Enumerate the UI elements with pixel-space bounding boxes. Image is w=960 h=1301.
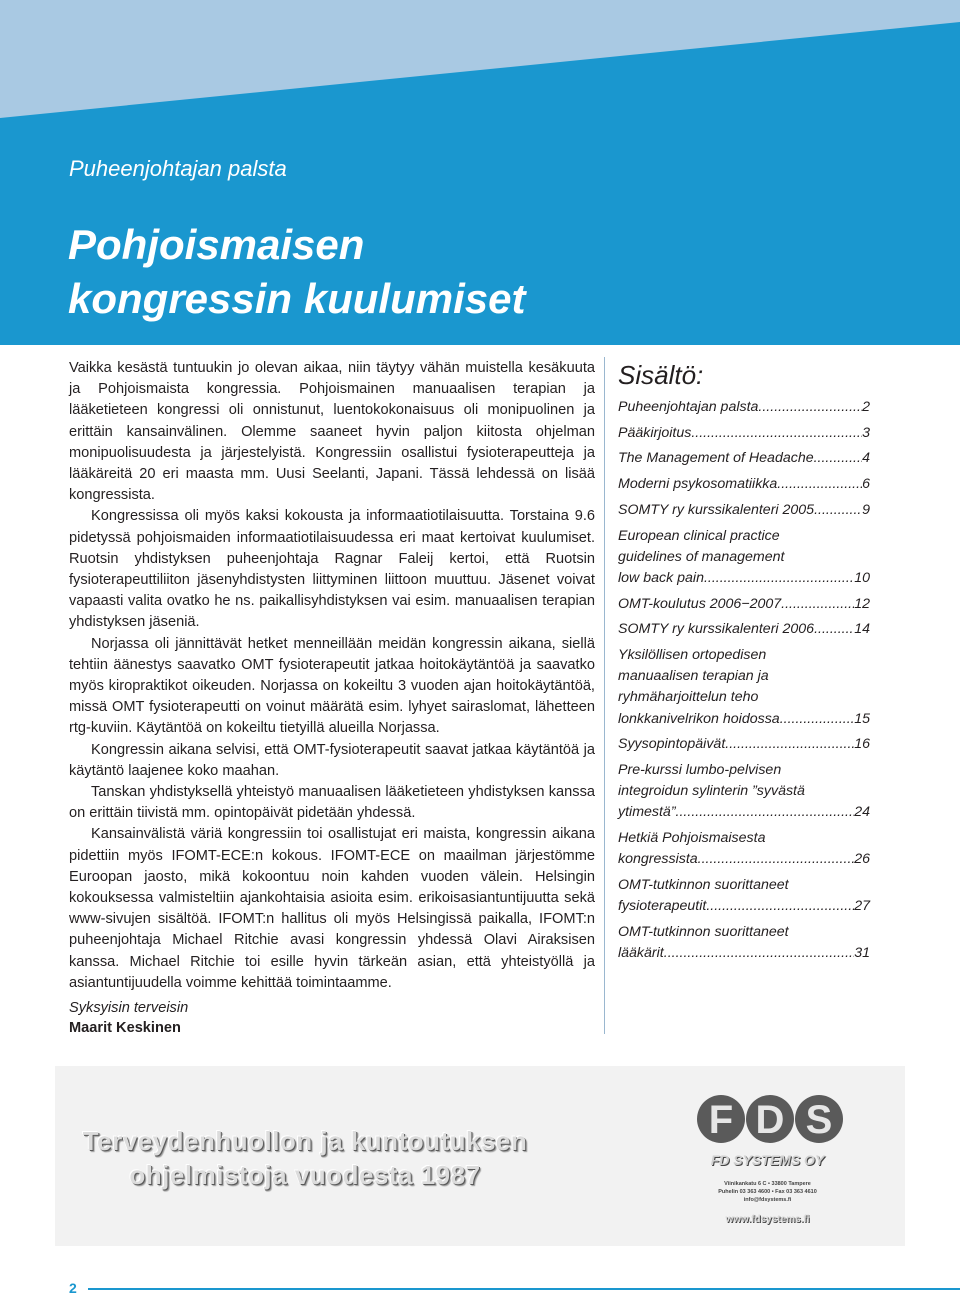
- toc-item-title: SOMTY ry kurssikalenteri 2006: [618, 621, 815, 638]
- toc-page-number: 2: [862, 399, 870, 415]
- toc-item: [618, 760, 870, 824]
- toc-page-number: 10: [854, 569, 870, 586]
- toc-item-entry: [618, 734, 870, 755]
- toc-leader-dots: [758, 397, 862, 418]
- toc-item-line: integroidun sylinterin ”syvästä: [618, 783, 805, 800]
- toc-leader-dots: [814, 448, 863, 469]
- title-line: Pohjoismaisen: [68, 221, 365, 268]
- section-kicker: Puheenjohtajan palsta: [69, 156, 287, 181]
- toc-item: [618, 397, 870, 418]
- toc-item: [618, 423, 870, 444]
- column-divider: [604, 357, 605, 1034]
- toc-item-entry: [618, 802, 870, 823]
- paragraph: Kansainvälistä väriä kongressiin toi osallistujat eri maista, kongressin aikana pidettiin myös IFOMT-ECE:n kokous. IFOMT-ECE on maailman järjestömme Euroopan jaosto, mikä kokoontuu noin kahden vuoden välein. Helsingin kokouksessa valmisteltiin ajankohtaisia asioita esim. erikoisasiantuntijuutta sekä www-sivujen sisältöä. IFOMT:n hallitus oli myös Helsingissä paikalla, IFOMT:n puheenjohtaja Michael Ritchie avasi kongressin yhdessä Olavi Airaksisen kanssa. Michael Ritchie toi esille hyvin tärkeän asian, että yhteistyöllä ja asiantuntijuudella voimme kehittää toimintaamme.: [69, 826, 595, 991]
- signature: [69, 998, 188, 1038]
- toc-item-title: OMT-koulutus 2006−2007: [618, 595, 782, 612]
- toc-page-number: 14: [854, 621, 870, 638]
- toc-item-title: lonkkanivelrikon hoidossa: [618, 710, 780, 727]
- toc-page-number: 16: [854, 736, 870, 753]
- paragraph: Tanskan yhdistyksellä yhteistyö manuaalisen lääketieteen yhdistyksen kanssa on erittäin tiivistä mm. opintopäivät pidetään yhdessä.: [69, 784, 595, 822]
- fds-logo-icon: [695, 1088, 845, 1150]
- toc-item-line: manuaalisen terapian ja: [618, 668, 769, 685]
- toc-item-entry: [618, 448, 870, 469]
- toc-leader-dots: [814, 500, 862, 521]
- toc-item-entry: [618, 849, 870, 870]
- title-line: kongressin kuulumiset: [68, 275, 526, 322]
- toc-list: [618, 397, 870, 964]
- toc-item-title: Syysopintopäivät: [618, 736, 726, 753]
- svg-text:S: S: [805, 1098, 833, 1142]
- toc-page-number: 15: [854, 710, 870, 727]
- toc-item: [618, 474, 870, 495]
- toc-page-number: 9: [862, 501, 870, 518]
- ad-contact-line: info@fdsystems.fi: [743, 1197, 792, 1203]
- advertisement: [55, 1066, 905, 1246]
- svg-text:D: D: [755, 1098, 785, 1142]
- toc-leader-dots: [698, 849, 855, 870]
- toc-leader-dots: [706, 896, 854, 917]
- toc-item-entry: [618, 943, 870, 964]
- toc-page-number: 24: [854, 804, 870, 821]
- toc-item: [618, 448, 870, 469]
- toc-item-title: low back pain: [618, 569, 704, 586]
- toc-item-entry: [618, 709, 870, 730]
- toc-item-line: Yksilöllisen ortopedisen: [618, 647, 767, 664]
- toc-leader-dots: [691, 423, 862, 444]
- toc-item-entry: [618, 619, 870, 640]
- ad-contact-info: [685, 1180, 850, 1204]
- paragraph: Kongressissa oli myös kaksi kokousta ja informaatiotilaisuutta. Torstaina 9.6 pidetyssä pohjoismaiden informaatiotilaisuudessa eri maat kertoivat kuulumiset. Ruotsin yhdistyksen puheenjohtaja Ragnar Faleij kertoi, että Ruotsin fysioterapeuttiliiton jäsenyhdistysten liittyminen liittoon muuttuu. Jäsenet voivat vapaasti valita ovatko he ns. paikallisyhdistyksen vai esim. manuaalisen terapian yhdistyksen jäseniä.: [69, 508, 595, 631]
- toc-item-title: Moderni psykosomatiikka: [618, 476, 778, 493]
- page-number: 2: [69, 1280, 77, 1296]
- toc-leader-dots: [725, 734, 854, 755]
- toc-leader-dots: [704, 568, 854, 589]
- ad-contact-line: Viinikankatu 6 C • 33800 Tampere: [724, 1181, 811, 1187]
- author-name: Maarit Keskinen: [69, 1020, 181, 1036]
- toc-item-title: The Management of Headache: [618, 450, 814, 467]
- toc-title: Sisältö:: [618, 360, 704, 390]
- toc-item-entry: [618, 896, 870, 917]
- toc-item: [618, 619, 870, 640]
- toc-item-entry: [618, 474, 870, 495]
- toc-page-number: 6: [862, 476, 870, 493]
- toc-item-title: Pääkirjoitus: [618, 424, 692, 441]
- toc-item: [618, 526, 870, 590]
- paragraph: Kongressin aikana selvisi, että OMT-fysioterapeutit saavat jatkaa käytäntöä ja käytäntö laajenee koko maahan.: [69, 741, 595, 779]
- toc-item-title: SOMTY ry kurssikalenteri 2005: [618, 501, 815, 518]
- toc-item: [618, 594, 870, 615]
- toc-item-entry: [618, 568, 870, 589]
- toc-page-number: 12: [854, 595, 870, 612]
- table-of-contents: [618, 360, 870, 969]
- toc-item-line: guidelines of management: [618, 548, 785, 565]
- toc-leader-dots: [777, 474, 862, 495]
- paragraph: Norjassa oli jännittävät hetket menneillään meidän kongressin aikana, siellä tehtiin äänestys saavatko OMT fysioterapeutit jatkaa hoitokäytäntöä ja saavatko myös kiropraktikot oikeuden. Norjassa on kokeiltu 3 vuoden ajan hoitokäytäntöä, missä OMT fysioterapeutti on voinut määrätä esim. lyhyet sairaslomat, lähetteen rtg-kuviin. Käytäntöä on kokeiltu tietyillä alueilla Norjassa.: [69, 635, 595, 737]
- toc-item: [618, 645, 870, 730]
- toc-item-line: OMT-tutkinnon suorittaneet: [618, 923, 789, 940]
- ad-tagline-line: Terveydenhuollon ja kuntoutuksen: [82, 1126, 528, 1156]
- toc-item-title: kongressista: [618, 851, 698, 868]
- toc-item: [618, 922, 870, 964]
- page-title: [68, 218, 768, 326]
- toc-item-entry: [618, 594, 870, 615]
- toc-item-title: Puheenjohtajan palsta: [618, 399, 759, 415]
- toc-page-number: 26: [854, 851, 870, 868]
- paragraph: Vaikka kesästä tuntuukin jo olevan aikaa, niin täytyy vähän muistella kesäkuuta ja Pohjoismaista kongressia. Pohjoismainen manuaalisen terapian ja lääketieteen kongressi oli onnistunut, luentokokonaisuus oli monipuolinen ja erittäin kansainvälinen. Olemme saaneet hyvin paljon kiitosta ohjelman monipuolisuudesta ja järjestelyistä. Kongressiin osallistui fysioterapeutteja ja lääkäreitä 20 eri maasta mm. Uusi Seelanti, Japani. Tässä lehdessä on lisää kongressista.: [69, 360, 595, 504]
- toc-page-number: 31: [854, 945, 870, 962]
- footer-rule: [88, 1288, 960, 1290]
- toc-item-line: Pre-kurssi lumbo-pelvisen: [618, 762, 782, 779]
- ad-tagline-line: ohjelmistoja vuodesta 1987: [129, 1160, 481, 1190]
- toc-item-title: fysioterapeutit: [618, 898, 707, 915]
- toc-item-title: lääkärit: [618, 945, 664, 962]
- toc-item-line: OMT-tutkinnon suorittaneet: [618, 877, 789, 894]
- toc-leader-dots: [814, 619, 854, 640]
- header-diagonal-graphic: [0, 0, 960, 120]
- toc-item-line: European clinical practice: [618, 527, 780, 544]
- toc-leader-dots: [781, 594, 854, 615]
- svg-text:F: F: [708, 1098, 734, 1142]
- toc-leader-dots: [780, 709, 855, 730]
- toc-item: [618, 828, 870, 870]
- ad-company-name: FD SYSTEMS OY: [710, 1152, 825, 1168]
- toc-item: [618, 875, 870, 917]
- toc-item-entry: [618, 500, 870, 521]
- toc-item: [618, 734, 870, 755]
- toc-item: [618, 500, 870, 521]
- toc-item-line: ryhmäharjoittelun teho: [618, 689, 759, 706]
- toc-leader-dots: [664, 943, 854, 964]
- toc-page-number: 4: [862, 450, 870, 467]
- toc-page-number: 3: [862, 424, 870, 441]
- ad-website: www.fdsystems.fi: [725, 1214, 810, 1225]
- greeting: Syksyisin terveisin: [69, 1000, 189, 1016]
- toc-item-entry: [618, 397, 870, 418]
- toc-leader-dots: [676, 802, 855, 823]
- toc-item-entry: [618, 423, 870, 444]
- article-body: [69, 358, 595, 994]
- toc-page-number: 27: [854, 898, 870, 915]
- toc-item-line: Hetkiä Pohjoismaisesta: [618, 830, 766, 847]
- ad-contact-line: Puhelin 03 363 4600 • Fax 03 363 4610: [718, 1189, 817, 1195]
- toc-item-title: ytimestä”: [618, 804, 676, 821]
- ad-tagline: [75, 1124, 535, 1192]
